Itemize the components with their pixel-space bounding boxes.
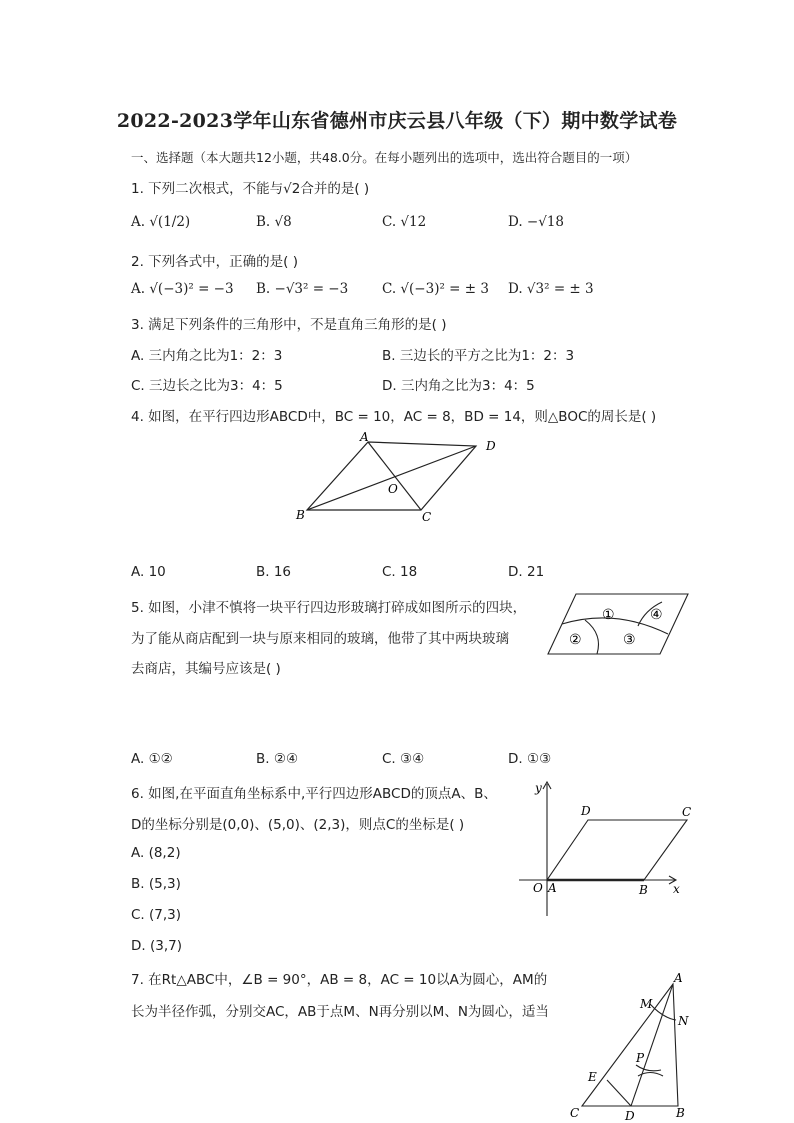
label-a: A — [548, 881, 557, 895]
q5-option-c[interactable]: C. ③④ — [382, 751, 425, 767]
piece-2-label: ② — [569, 632, 582, 648]
question-6-line-2: D的坐标分别是(0,0)、(5,0)、(2,3)，则点C的坐标是( ) — [131, 817, 465, 833]
label-e: E — [588, 1070, 597, 1084]
q4-option-d[interactable]: D. 21 — [508, 564, 545, 580]
label-c: C — [570, 1106, 580, 1120]
q5-option-d[interactable]: D. ①③ — [508, 751, 552, 767]
question-7-line-1: 7. 在Rt△ABC中，∠B = 90°，AB = 8，AC = 10以A为圆心，AM的 — [131, 972, 548, 988]
y-label: y — [535, 781, 542, 795]
q4-option-a[interactable]: A. 10 — [131, 564, 166, 580]
label-b: B — [639, 883, 648, 897]
label-n: N — [678, 1014, 689, 1028]
q2-option-b[interactable]: B. −√3² = −3 — [256, 281, 349, 297]
parallelogram-abcd — [547, 820, 687, 880]
diagonal-ac — [368, 442, 421, 510]
question-6-line-1: 6. 如图,在平面直角坐标系中,平行四边形ABCD的顶点A、B、 — [131, 786, 497, 802]
label-c: C — [422, 510, 432, 524]
section-heading: 一、选择题（本大题共12小题，共48.0分。在每小题列出的选项中，选出符合题目的一项） — [131, 150, 638, 165]
coordinate-figure — [515, 778, 700, 920]
triangle-construction-figure — [560, 966, 700, 1123]
q6-option-d[interactable]: D. (3,7) — [131, 938, 182, 954]
x-label: x — [673, 882, 680, 896]
question-7-line-2: 长为半径作弧，分别交AC，AB于点M、N再分别以M、N为圆心，适当 — [131, 1004, 549, 1020]
q3-option-a[interactable]: A. 三内角之比为1：2：3 — [131, 348, 283, 364]
piece-3-label: ③ — [623, 632, 636, 648]
label-b: B — [296, 508, 305, 522]
q5-option-b[interactable]: B. ②④ — [256, 751, 299, 767]
label-d: D — [581, 804, 591, 818]
triangle-abc — [582, 984, 678, 1106]
q2-option-c[interactable]: C. √(−3)² = ± 3 — [382, 281, 489, 297]
piece-1-label: ① — [602, 607, 615, 623]
question-3-stem: 3. 满足下列条件的三角形中，不是直角三角形的是( ) — [131, 317, 447, 333]
q1-option-b[interactable]: B. √8 — [256, 214, 292, 230]
parallelogram-figure — [290, 428, 510, 528]
label-d: D — [486, 439, 496, 453]
broken-glass-figure — [545, 590, 691, 658]
q3-option-c[interactable]: C. 三边长之比为3：4：5 — [131, 378, 283, 394]
question-1-stem: 1. 下列二次根式，不能与√2合并的是( ) — [131, 181, 370, 197]
question-4-stem: 4. 如图，在平行四边形ABCD中，BC = 10，AC = 8，BD = 14，则△BOC的周长是( ) — [131, 409, 657, 425]
q3-option-d[interactable]: D. 三内角之比为3：4：5 — [382, 378, 535, 394]
label-m: M — [640, 997, 653, 1011]
question-5-line-2: 为了能从商店配到一块与原来相同的玻璃，他带了其中两块玻璃 — [131, 631, 509, 647]
question-2-stem: 2. 下列各式中，正确的是( ) — [131, 254, 298, 270]
q1-option-a[interactable]: A. √(1/2) — [131, 214, 191, 230]
page-title: 2022-2023学年山东省德州市庆云县八年级（下）期中数学试卷 — [116, 110, 678, 132]
label-c: C — [682, 805, 692, 819]
segment-de — [607, 1080, 631, 1106]
question-5-line-1: 5. 如图，小津不慎将一块平行四边形玻璃打碎成如图所示的四块， — [131, 600, 527, 616]
diagonal-bd — [307, 446, 476, 510]
q5-option-a[interactable]: A. ①② — [131, 751, 173, 767]
q1-option-d[interactable]: D. −√18 — [508, 214, 565, 230]
label-a: A — [360, 430, 369, 444]
question-5-line-3: 去商店，其编号应该是( ) — [131, 661, 281, 677]
q4-option-b[interactable]: B. 16 — [256, 564, 292, 580]
label-a: A — [674, 971, 683, 985]
label-b: B — [676, 1106, 685, 1120]
label-p: P — [636, 1051, 645, 1065]
q6-option-a[interactable]: A. (8,2) — [131, 845, 181, 861]
q2-option-a[interactable]: A. √(−3)² = −3 — [131, 281, 234, 297]
q2-option-d[interactable]: D. √3² = ± 3 — [508, 281, 594, 297]
q4-option-c[interactable]: C. 18 — [382, 564, 418, 580]
label-d: D — [625, 1109, 635, 1123]
origin-label: O — [533, 881, 543, 895]
label-o: O — [388, 482, 398, 496]
q6-option-c[interactable]: C. (7,3) — [131, 907, 182, 923]
piece-4-label: ④ — [650, 607, 663, 623]
arc-p-1 — [636, 1065, 661, 1071]
q3-option-b[interactable]: B. 三边长的平方之比为1：2：3 — [382, 348, 575, 364]
q6-option-b[interactable]: B. (5,3) — [131, 876, 181, 892]
q1-option-c[interactable]: C. √12 — [382, 214, 427, 230]
crack-left — [585, 620, 599, 654]
